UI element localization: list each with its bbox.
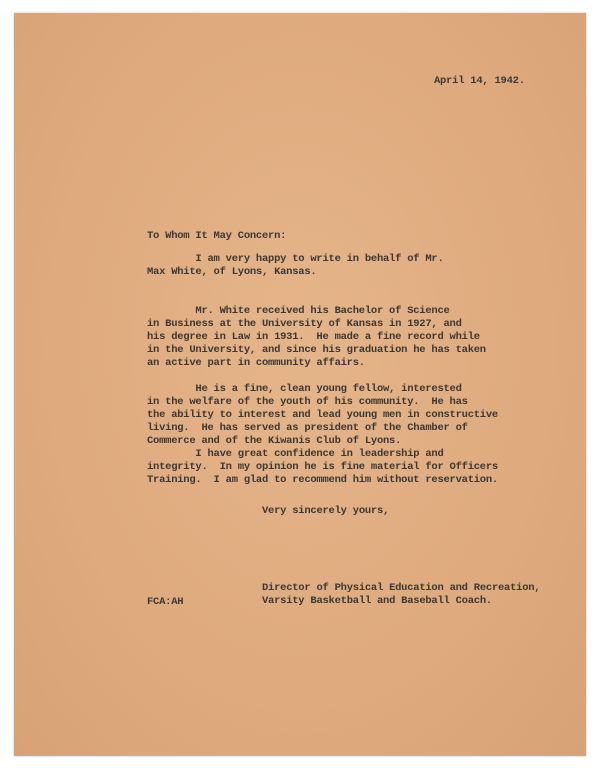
paragraph-line: in the welfare of the youth of his community. He has xyxy=(147,396,468,409)
paragraph-line: He is a fine, clean young fellow, interested xyxy=(147,383,462,395)
paragraph-line: in the University, and since his graduation he has taken xyxy=(147,344,486,357)
paragraph-line: Training. I am glad to recommend him without reservation. xyxy=(147,474,498,487)
salutation: To Whom It May Concern: xyxy=(147,230,287,242)
typist-initials: FCA:AH xyxy=(147,596,184,608)
paragraph-line: his degree in Law in 1931. He made a fine record while xyxy=(147,331,480,344)
paragraph-line: living. He has served as president of the Chamber of xyxy=(147,422,468,435)
paragraph-line: I have great confidence in leadership and xyxy=(147,448,444,460)
paragraph-line: Commerce and of the Kiwanis Club of Lyons. xyxy=(147,435,402,448)
paragraph-line: Mr. White received his Bachelor of Science xyxy=(147,305,450,317)
closing: Very sincerely yours, xyxy=(262,505,390,517)
paragraph-line: I am very happy to write in behalf of Mr. xyxy=(147,253,444,265)
paragraph-line: integrity. In my opinion he is fine material for Officers xyxy=(147,461,498,474)
paragraph-4 xyxy=(147,448,498,487)
signature-title-line: Director of Physical Education and Recreation, xyxy=(262,582,541,594)
paragraph-line: Max White, of Lyons, Kansas. xyxy=(147,266,317,279)
paragraph-line: an active part in community affairs. xyxy=(147,357,365,370)
paragraph-3 xyxy=(147,383,498,448)
letter-date: April 14, 1942. xyxy=(434,75,525,87)
paragraph-line: the ability to interest and lead young men in constructive xyxy=(147,409,498,422)
paragraph-line: in Business at the University of Kansas in 1927, and xyxy=(147,318,462,331)
signature-title xyxy=(262,582,540,608)
signature-title-line: Varsity Basketball and Baseball Coach. xyxy=(262,595,492,608)
paragraph-2 xyxy=(147,305,486,370)
paragraph-1 xyxy=(147,253,444,279)
